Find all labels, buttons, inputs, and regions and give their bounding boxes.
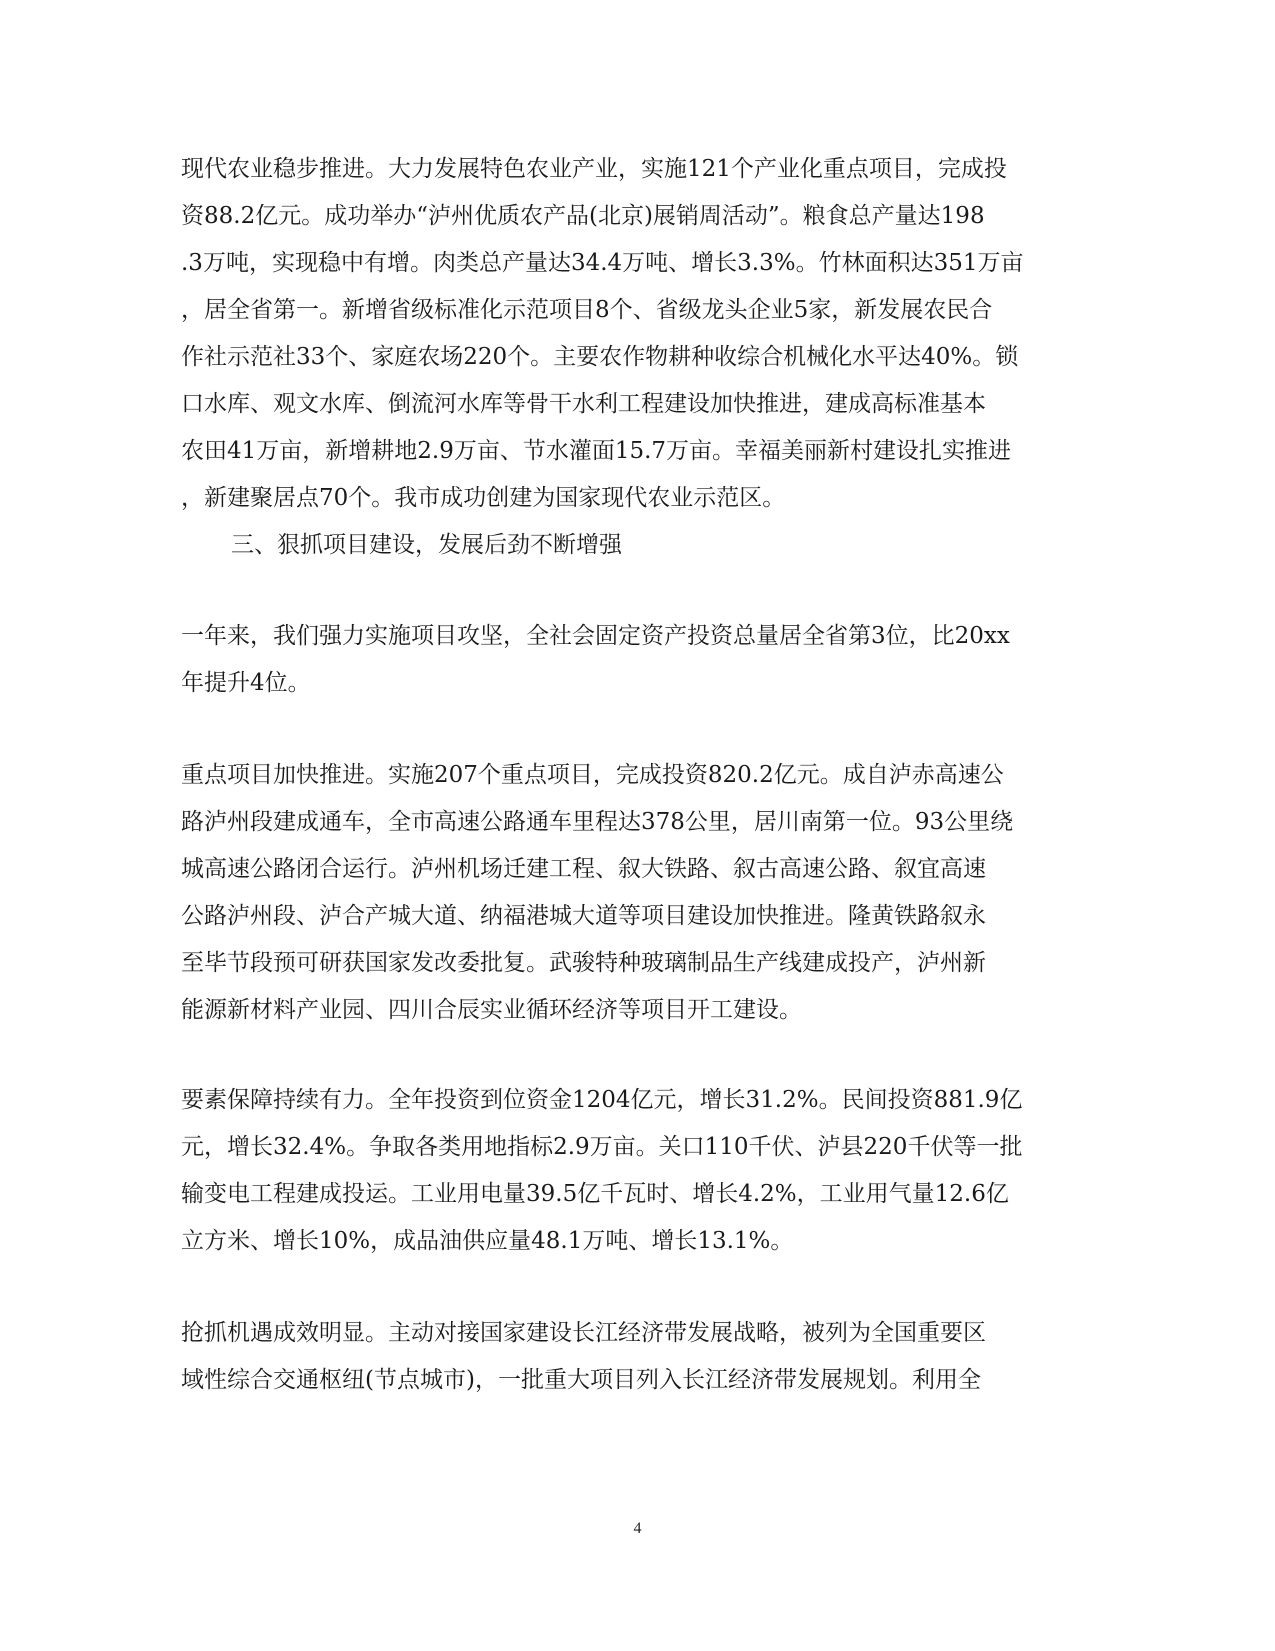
paragraph-line: 立方米、增长10%，成品油供应量48.1万吨、增长13.1%。 — [181, 1228, 794, 1254]
paragraph-line: 能源新材料产业园、四川合辰实业循环经济等项目开工建设。 — [181, 997, 802, 1023]
paragraph-line: 资88.2亿元。成功举办“泸州优质农产品(北京)展销周活动”。粮食总产量达198 — [181, 203, 985, 229]
paragraph-line: 重点项目加快推进。实施207个重点项目，完成投资820.2亿元。成自泸赤高速公 — [181, 762, 1004, 788]
paragraph-line: 元，增长32.4%。争取各类用地指标2.9万亩。关口110千伏、泸县220千伏等一批 — [181, 1134, 1023, 1160]
paragraph-line: 路泸州段建成通车，全市高速公路通车里程达378公里，居川南第一位。93公里绕 — [181, 809, 1014, 835]
section-heading: 三、狠抓项目建设，发展后劲不断增强 — [231, 532, 622, 558]
paragraph-line: 口水库、观文水库、倒流河水库等骨干水利工程建设加快推进，建成高标准基本 — [181, 391, 986, 417]
paragraph-factor-guarantee — [181, 1077, 1063, 1265]
paragraph-key-projects — [181, 752, 1063, 1034]
paragraph-line: 作社示范社33个、家庭农场220个。主要农作物耕种收综合机械化水平达40%。锁 — [181, 344, 1019, 370]
paragraph-line: 年提升4位。 — [181, 670, 311, 696]
paragraph-agriculture — [181, 146, 1063, 522]
paragraph-line: ，新建聚居点70个。我市成功创建为国家现代农业示范区。 — [181, 485, 786, 511]
paragraph-line: 一年来，我们强力实施项目攻坚，全社会固定资产投资总量居全省第3位，比20xx — [181, 623, 1010, 649]
paragraph-investment-intro — [181, 613, 1063, 707]
paragraph-line: 城高速公路闭合运行。泸州机场迁建工程、叙大铁路、叙古高速公路、叙宜高速 — [181, 856, 986, 882]
paragraph-line: ，居全省第一。新增省级标准化示范项目8个、省级龙头企业5家，新发展农民合 — [181, 297, 993, 323]
paragraph-line: 至毕节段预可研获国家发改委批复。武骏特种玻璃制品生产线建成投产，泸州新 — [181, 950, 986, 976]
paragraph-line: 要素保障持续有力。全年投资到位资金1204亿元，增长31.2%。民间投资881.9亿 — [181, 1087, 1023, 1113]
paragraph-line: 域性综合交通枢纽(节点城市)，一批重大项目列入长江经济带发展规划。利用全 — [181, 1367, 981, 1393]
paragraph-line: 输变电工程建成投运。工业用电量39.5亿千瓦时、增长4.2%，工业用气量12.6亿 — [181, 1181, 1009, 1207]
paragraph-line: 现代农业稳步推进。大力发展特色农业产业，实施121个产业化重点项目，完成投 — [181, 156, 1007, 182]
paragraph-opportunities — [181, 1310, 1063, 1404]
paragraph-line: 公路泸州段、泸合产城大道、纳福港城大道等项目建设加快推进。隆黄铁路叙永 — [181, 903, 986, 929]
paragraph-line: .3万吨，实现稳中有增。肉类总产量达34.4万吨、增长3.3%。竹林面积达351万亩 — [181, 250, 1024, 276]
paragraph-line: 抢抓机遇成效明显。主动对接国家建设长江经济带发展战略，被列为全国重要区 — [181, 1320, 986, 1346]
paragraph-line: 农田41万亩，新增耕地2.9万亩、节水灌面15.7万亩。幸福美丽新村建设扎实推进 — [181, 438, 1012, 464]
page-number: 4 — [633, 1520, 642, 1537]
